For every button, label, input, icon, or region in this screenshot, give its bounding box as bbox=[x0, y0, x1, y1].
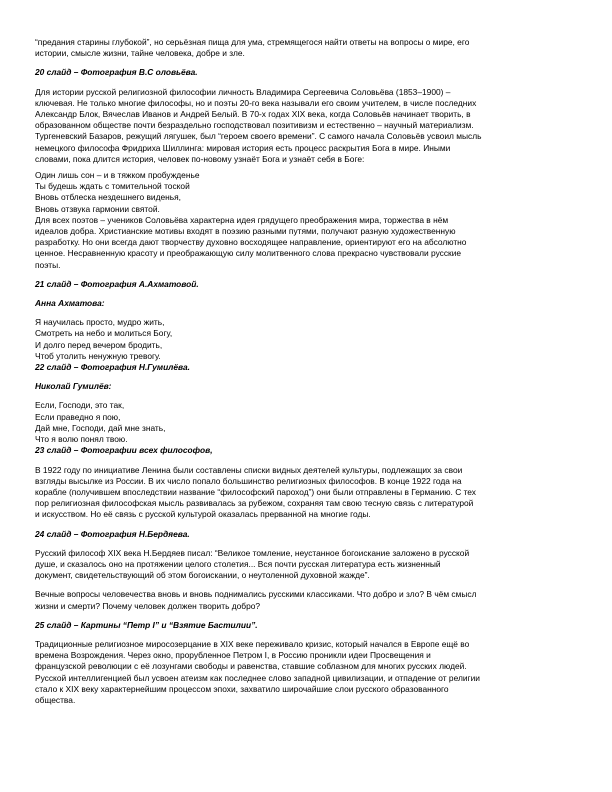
poem-author: Николай Гумилёв: bbox=[35, 381, 112, 392]
text-line: Тургеневский Базаров, режущий лягушек, был “героем своего времени”. С самого начала Соловьёв усвоил мысль bbox=[35, 131, 482, 142]
text-line: ключевая. Не только многие философы, но и поэты 20-го века называли его своим учителем, в числе последних bbox=[35, 97, 477, 108]
text-line: Вечные вопросы человечества вновь и вновь поднимались русскими классиками. Что добро и зло? В чём смысл bbox=[35, 589, 477, 600]
text-line: разработку. Но они всегда дают творчеству духовно восходящее направление, ориентируют его на абсолютно bbox=[35, 237, 467, 248]
poem-line: Если, Господи, это так, bbox=[35, 400, 125, 411]
text-line: Русский философ XIX века Н.Бердяев писал: “Великое томление, неустанное богоискание заложено в русской bbox=[35, 547, 470, 558]
text-line: стало к XIX веку характернейшим процессом эпохи, захватило широчайшие слои русского образованного bbox=[35, 683, 449, 694]
text-line: Традиционные религиозное миросозерцание в XIX веке переживало кризис, который начался в Европе ещё во bbox=[35, 638, 470, 649]
text-line: и искусством. Но её связь с русской культурой оказалась прерванной на многие годы. bbox=[35, 509, 371, 520]
poem-line: Смотреть на небо и молиться Богу, bbox=[35, 328, 173, 339]
slide-24-heading: 24 слайд – Фотография Н.Бердяева. bbox=[35, 528, 190, 539]
poem-line: Дай мне, Господи, дай мне знать, bbox=[35, 422, 166, 433]
poem-line: Я научилась просто, мудро жить, bbox=[35, 317, 165, 328]
text-line: образованном обществе почти безраздельно господствовал позитивизм и естественно – научный материализм. bbox=[35, 120, 474, 131]
text-line: немецкого философа Фридриха Шиллинга: мировая история есть процесс раскрытия Бога в мире. Иными bbox=[35, 142, 451, 153]
poem-line: Если праведно я пою, bbox=[35, 411, 121, 422]
text-line: Александр Блок, Вячеслав Иванов и Андрей Белый. В 70-х годах XIX века, когда Соловьёв начинает творить, в bbox=[35, 109, 471, 120]
text-line: идеалов добра. Христианские мотивы входят в поэзию разными путями, получают разную художественную bbox=[35, 226, 456, 237]
poem-line: Вновь отблеска нездешнего виденья, bbox=[35, 192, 181, 203]
text-line: жизни и смерти? Почему человек должен творить добро? bbox=[35, 600, 261, 611]
text-line: Для всех поэтов – учеников Соловьёва характерна идея грядущего преображения мира, торжества в нём bbox=[35, 214, 449, 225]
slide-21-heading: 21 слайд – Фотография А.Ахматовой. bbox=[35, 278, 199, 289]
text-line: поэты. bbox=[35, 259, 61, 270]
text-line: пор религиозная философская мысль развивалась за рубежом, сохраняя там свою тесную связь с литературой bbox=[35, 498, 474, 509]
text-line: ценное. Несравненную красоту и преображающую силу молитвенного слова прекрасно чувствовали русские bbox=[35, 248, 462, 259]
text-line: документ, свидетельствующий об этом богоискании, о неутоленной духовной жажде”. bbox=[35, 570, 370, 581]
text-line: общества. bbox=[35, 694, 76, 705]
text-line: французской революции с её лозунгами свободы и равенства, ставшие соблазном для многих русских людей. bbox=[35, 661, 467, 672]
poem-line: Чтоб утолить ненужную тревогу. bbox=[35, 350, 161, 361]
poem-line: Ты будешь ждать с томительной тоской bbox=[35, 181, 190, 192]
slide-25-heading: 25 слайд – Картины “Петр I” и “Взятие Бастилии”. bbox=[35, 619, 258, 630]
poem-line: Что я волю понял твою. bbox=[35, 434, 128, 445]
slide-22-heading: 22 слайд – Фотография Н.Гумилёва. bbox=[35, 362, 190, 373]
text-line: Русской интеллигенцией был усвоен атеизм как последнее слово западной цивилизации, и отпадение от религии bbox=[35, 672, 480, 683]
text-line: словами, пока длится история, человек по-новому узнаёт Бога и узнаёт себя в Боге: bbox=[35, 153, 365, 164]
text-line: “предания старины глубокой”, но серьёзная пища для ума, стремящегося найти ответы на вопросы о мире, его bbox=[35, 37, 470, 47]
text-line: времена Возрождения. Через окно, прорубленное Петром I, в Россию проникли идеи Просвещения и bbox=[35, 650, 431, 661]
slide-23-heading: 23 слайд – Фотографии всех философов, bbox=[35, 445, 213, 456]
poem-line: Один лишь сон – и в тяжком пробужденье bbox=[35, 170, 200, 181]
text-line: душе, и сказалось оно на протяжении целого столетия... Вся почти русская литература есть жизненный bbox=[35, 558, 441, 569]
text-line: Для истории русской религиозной философии личность Владимира Сергеевича Соловьёва (1853–1900) – bbox=[35, 86, 451, 97]
slide-20-heading: 20 слайд – Фотография В.С оловьёва. bbox=[35, 67, 198, 78]
text-line: В 1922 году по инициативе Ленина были составлены списки видных деятелей культуры, подлежащих за свои bbox=[35, 464, 463, 475]
poem-line: Вновь отзвука гармонии святой. bbox=[35, 203, 160, 214]
text-line: корабле (получившем впоследствии название “философский пароход”) они были отправлены в Германию. С тех bbox=[35, 486, 476, 497]
text-line: взгляды высылке из России. В их число попало большинство религиозных философов. В конце 1922 года на bbox=[35, 475, 462, 486]
poem-author: Анна Ахматова: bbox=[35, 298, 105, 309]
text-line: истории, смысле жизни, тайне человека, добре и зле. bbox=[35, 48, 245, 59]
poem-line: И долго перед вечером бродить, bbox=[35, 339, 163, 350]
